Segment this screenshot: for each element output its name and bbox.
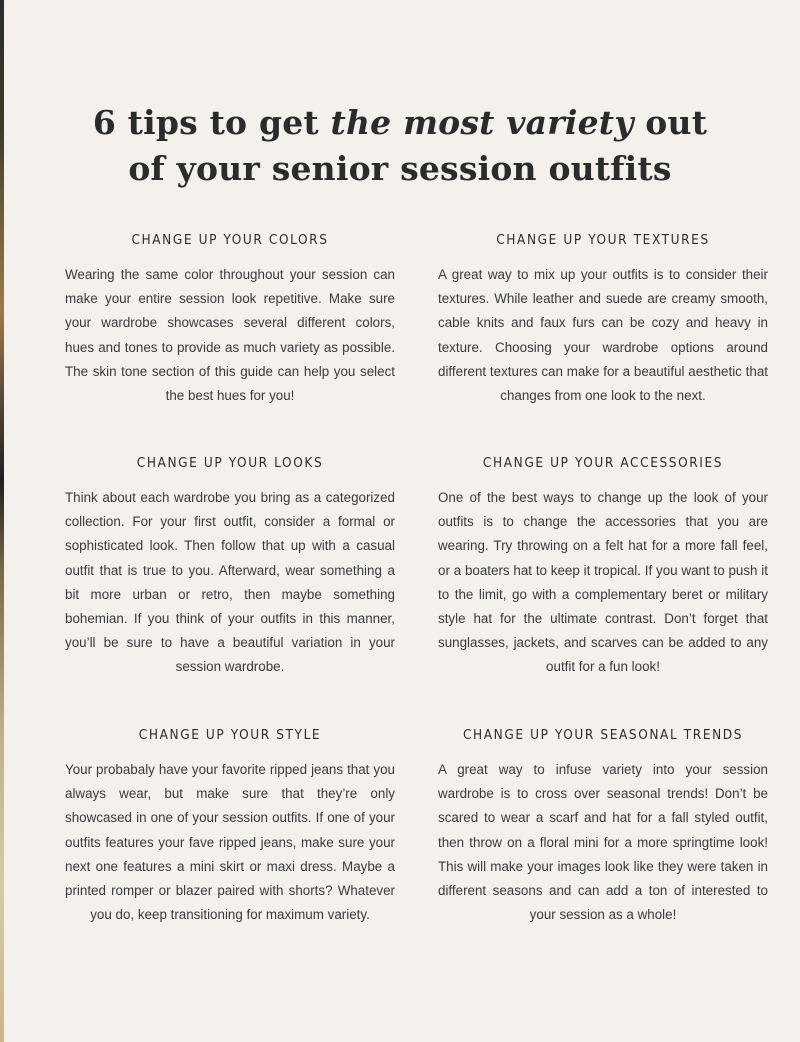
tip-body: Your probabaly have your favorite ripped jeans that you always wear, but make sure that they’re only showcased in one of your session outfits. If one of your outfits features your fave ripped jeans, make sure your next one features a mini skirt or maxi dress. Maybe a printed romper or blazer paired with shorts? Whatever you do, keep transitioning for maximum variety.: [65, 762, 395, 923]
tip-heading: CHANGE UP YOUR SEASONAL TRENDS: [462, 727, 744, 743]
tip-body: One of the best ways to change up the look of your outfits is to change the accessories that you are wearing. Try throwing on a felt hat for a more fall feel, or a boaters hat to keep it tropical. If you want to push it to the limit, go with a complementary beret or military style hat for the ultimate contrast. Don’t forget that sunglasses, jackets, and scarves can be added to any outfit for a fun look!: [438, 490, 768, 675]
tip-textures: [438, 231, 768, 408]
tip-heading: CHANGE UP YOUR TEXTURES: [496, 232, 710, 248]
title-line-2: of your senior session outfits: [128, 149, 672, 189]
title-text-after: out: [633, 103, 708, 143]
tip-heading: CHANGE UP YOUR STYLE: [138, 727, 322, 743]
tip-accessories: [438, 454, 768, 680]
tip-body: Wearing the same color throughout your session can make your entire session look repetitive. Make sure your wardrobe showcases several different colors, hues and tones to provide as much variety as possible. The skin tone section of this guide can help you select the best hues for you!: [65, 267, 395, 404]
tip-body: Think about each wardrobe you bring as a categorized collection. For your first outfit, consider a formal or sophisticated look. Then follow that up with a casual outfit that is true to you. Afterward, wear something a bit more urban or retro, then maybe something bohemian. If you think of your outfits in this manner, you’ll be sure to have a beautiful variation in your session wardrobe.: [65, 490, 395, 675]
tip-looks: [65, 454, 395, 680]
tip-heading: CHANGE UP YOUR ACCESSORIES: [482, 455, 724, 471]
tip-seasonal-trends: [438, 726, 768, 927]
title-text-before: 6 tips to get: [92, 103, 331, 143]
tip-body: A great way to infuse variety into your session wardrobe is to cross over seasonal trends! Don’t be scared to wear a scarf and hat for a fall styled outfit, then throw on a floral mini for a more springtime look! This will make your images look like they were taken in different seasons and can add a ton of interested to your session as a whole!: [438, 762, 768, 923]
tip-style: [65, 726, 395, 927]
tip-colors: [65, 231, 395, 408]
page-title: [0, 100, 800, 192]
title-emphasis: the most variety: [330, 103, 634, 143]
tip-heading: CHANGE UP YOUR COLORS: [131, 232, 329, 248]
tip-body: A great way to mix up your outfits is to consider their textures. While leather and suede are creamy smooth, cable knits and faux furs can be cozy and heavy in texture. Choosing your wardrobe options around different textures can make for a beautiful aesthetic that changes from one look to the next.: [438, 267, 768, 404]
tip-heading: CHANGE UP YOUR LOOKS: [136, 455, 324, 471]
title-line-1: [0, 100, 800, 146]
